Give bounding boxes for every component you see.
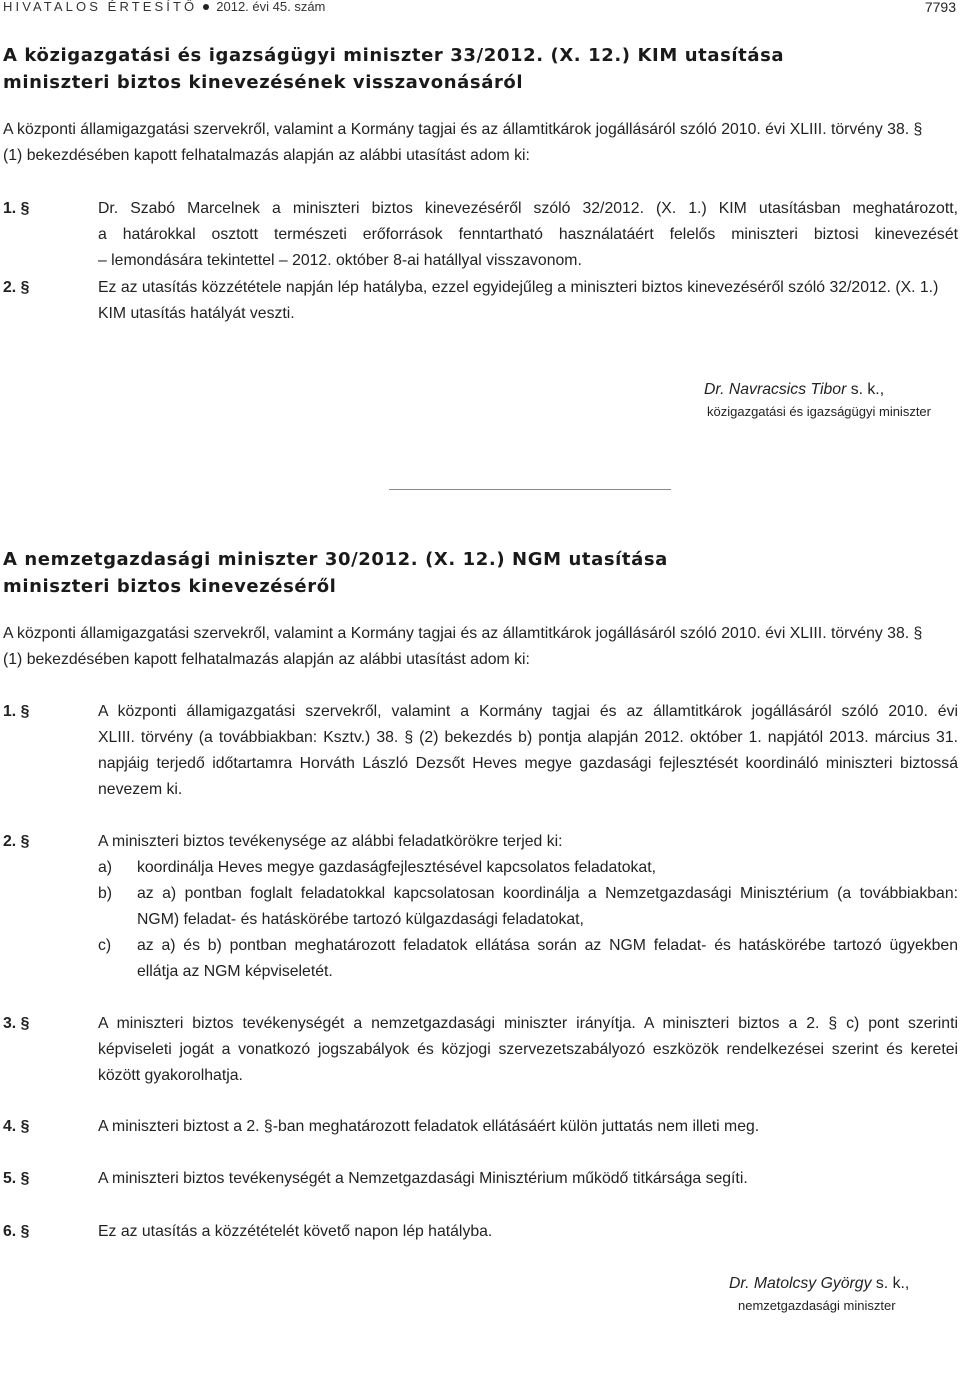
list-marker: c) [98,937,112,954]
signature-suffix: s. k., [846,381,885,398]
section-line: KIM utasítás hatályát veszti. [98,305,295,322]
doc2-section-1 [3,699,958,803]
doc1-section-1 [3,196,958,274]
section-body [98,699,958,803]
section-body [98,1166,958,1192]
doc1-section-2 [3,275,958,327]
section-line: XLIII. törvény (a továbbiakban: Ksztv.) 38. § (2) bekezdés b) pontja alapján 2012. október 1. napjától 2013. március 31. [98,729,958,746]
header-left [3,0,325,14]
section-number: 2. § [3,279,30,296]
preamble-line: (1) bekezdésében kapott felhatalmazás alapján az alábbi utasítást adom ki: [3,651,530,668]
list-item-line: az a) pontban foglalt feladatokkal kapcsolatosan koordinálja a Nemzetgazdasági Minisztérium (a továbbiakban: [137,885,958,902]
section-line: között gyakorolhatja. [98,1067,243,1084]
doc1-preamble [3,117,922,169]
section-number: 4. § [3,1118,30,1135]
doc1-title [3,42,784,96]
doc2-title-line: A nemzetgazdasági miniszter 30/2012. (X. 12.) NGM utasítása [3,549,668,570]
section-line: – lemondására tekintettel – 2012. október 8-ai hatállyal visszavonom. [98,252,582,269]
section-line: Dr. Szabó Marcelnek a miniszteri biztos kinevezéséről szóló 32/2012. (X. 1.) KIM utasításban meghatározott, [98,200,958,217]
section-intro: A miniszteri biztos tevékenysége az alábbi feladatkörökre terjed ki: [98,833,563,850]
list-item-line: ellátja az NGM képviseletét. [137,963,333,980]
section-line: Ez az utasítás közzététele napján lép hatályba, ezzel egyidejűleg a miniszteri biztos kinevezéséről szóló 32/2012. (X. 1.) [98,279,939,296]
section-number: 3. § [3,1015,30,1032]
list-item-b [98,881,958,933]
section-line: A miniszteri biztos tevékenységét a Nemzetgazdasági Minisztérium működő titkársága segíti. [98,1170,748,1187]
issue-number: 2012. évi 45. szám [216,0,326,14]
doc2-signature [729,1272,954,1316]
list-item-line: az a) és b) pontban meghatározott feladatok ellátása során az NGM feladat- és hatáskörébe tartozó ügyekben [137,937,958,954]
signatory-name: Dr. Navracsics Tibor [704,381,847,398]
section-line: napjáig terjedő időtartamra Horváth László Dezsőt Heves megye gazdasági fejlesztését koordináló miniszteri biztossá [98,755,958,772]
doc2-section-4 [3,1114,958,1140]
doc2-section-5 [3,1166,958,1192]
page-number: 7793 [924,0,956,15]
doc2-section-2 [3,829,958,985]
list-item-line: NGM) feladat- és hatáskörébe tartozó külgazdasági feladatokat, [137,911,584,928]
signature-line [664,378,960,402]
running-header [3,0,956,14]
doc1-title-line: miniszteri biztos kinevezésének visszavonásáról [3,72,524,93]
section-number: 1. § [3,703,30,720]
list-marker: a) [98,859,113,876]
signatory-name: Dr. Matolcsy György [729,1275,872,1292]
section-body [98,275,958,327]
doc2-preamble [3,621,922,673]
list-item-line: koordinálja Heves megye gazdaságfejlesztésével kapcsolatos feladatokat, [137,859,656,876]
section-number: 5. § [3,1170,30,1187]
signatory-role: nemzetgazdasági miniszter [738,1298,896,1313]
section-body [98,1114,958,1140]
list-item-a [98,855,958,881]
section-line: nevezem ki. [98,781,183,798]
section-number: 1. § [3,200,30,217]
doc2-title [3,546,668,600]
list-item-c [98,933,958,985]
bullet-dot-icon [203,4,209,10]
signatory-role: közigazgatási és igazságügyi miniszter [707,404,931,419]
preamble-line: A központi államigazgatási szervekről, valamint a Kormány tagjai és az államtitkárok jogállásáról szóló 2010. évi XLIII. törvény 38. § [3,625,923,642]
signature-suffix: s. k., [871,1275,910,1292]
section-body [98,829,958,985]
doc2-title-line: miniszteri biztos kinevezéséről [3,576,337,597]
preamble-line: A központi államigazgatási szervekről, valamint a Kormány tagjai és az államtitkárok jogállásáról szóló 2010. évi XLIII. törvény 38. § [3,121,923,138]
section-line: Ez az utasítás a közzétételét követő napon lép hatályba. [98,1223,493,1240]
section-line: képviseleti jogát a vonatkozó jogszabályok és közjogi szervezetszabályozó eszközök rendelkezései szerint és keretei [98,1041,958,1058]
section-line: A miniszteri biztos tevékenységét a nemzetgazdasági miniszter irányítja. A miniszteri biztos a 2. § c) pont szerinti [98,1015,958,1032]
doc1-signature [664,378,960,422]
section-line: A központi államigazgatási szervekről, valamint a Kormány tagjai és az államtitkárok jogállásáról szóló 2010. évi [98,703,958,720]
preamble-line: (1) bekezdésében kapott felhatalmazás alapján az alábbi utasítást adom ki: [3,147,530,164]
doc2-section-3 [3,1011,958,1089]
signature-line [729,1272,954,1296]
doc1-title-line: A közigazgatási és igazságügyi miniszter 33/2012. (X. 12.) KIM utasítása [3,45,785,66]
publication-name: HIVATALOS ÉRTESÍTŐ [3,0,198,14]
section-body [98,1219,958,1245]
section-body [98,196,958,274]
section-line: A miniszteri biztost a 2. §-ban meghatározott feladatok ellátásáért külön juttatás nem illeti meg. [98,1118,760,1135]
doc2-section-6 [3,1219,958,1245]
section-number: 2. § [3,833,30,850]
list-marker: b) [98,885,113,902]
section-number: 6. § [3,1223,30,1240]
section-line: a határokkal osztott természeti erőforrások fenntartható használatáért felelős miniszteri biztosi kinevezését [98,226,958,243]
document-divider [389,489,671,490]
section-body [98,1011,958,1089]
